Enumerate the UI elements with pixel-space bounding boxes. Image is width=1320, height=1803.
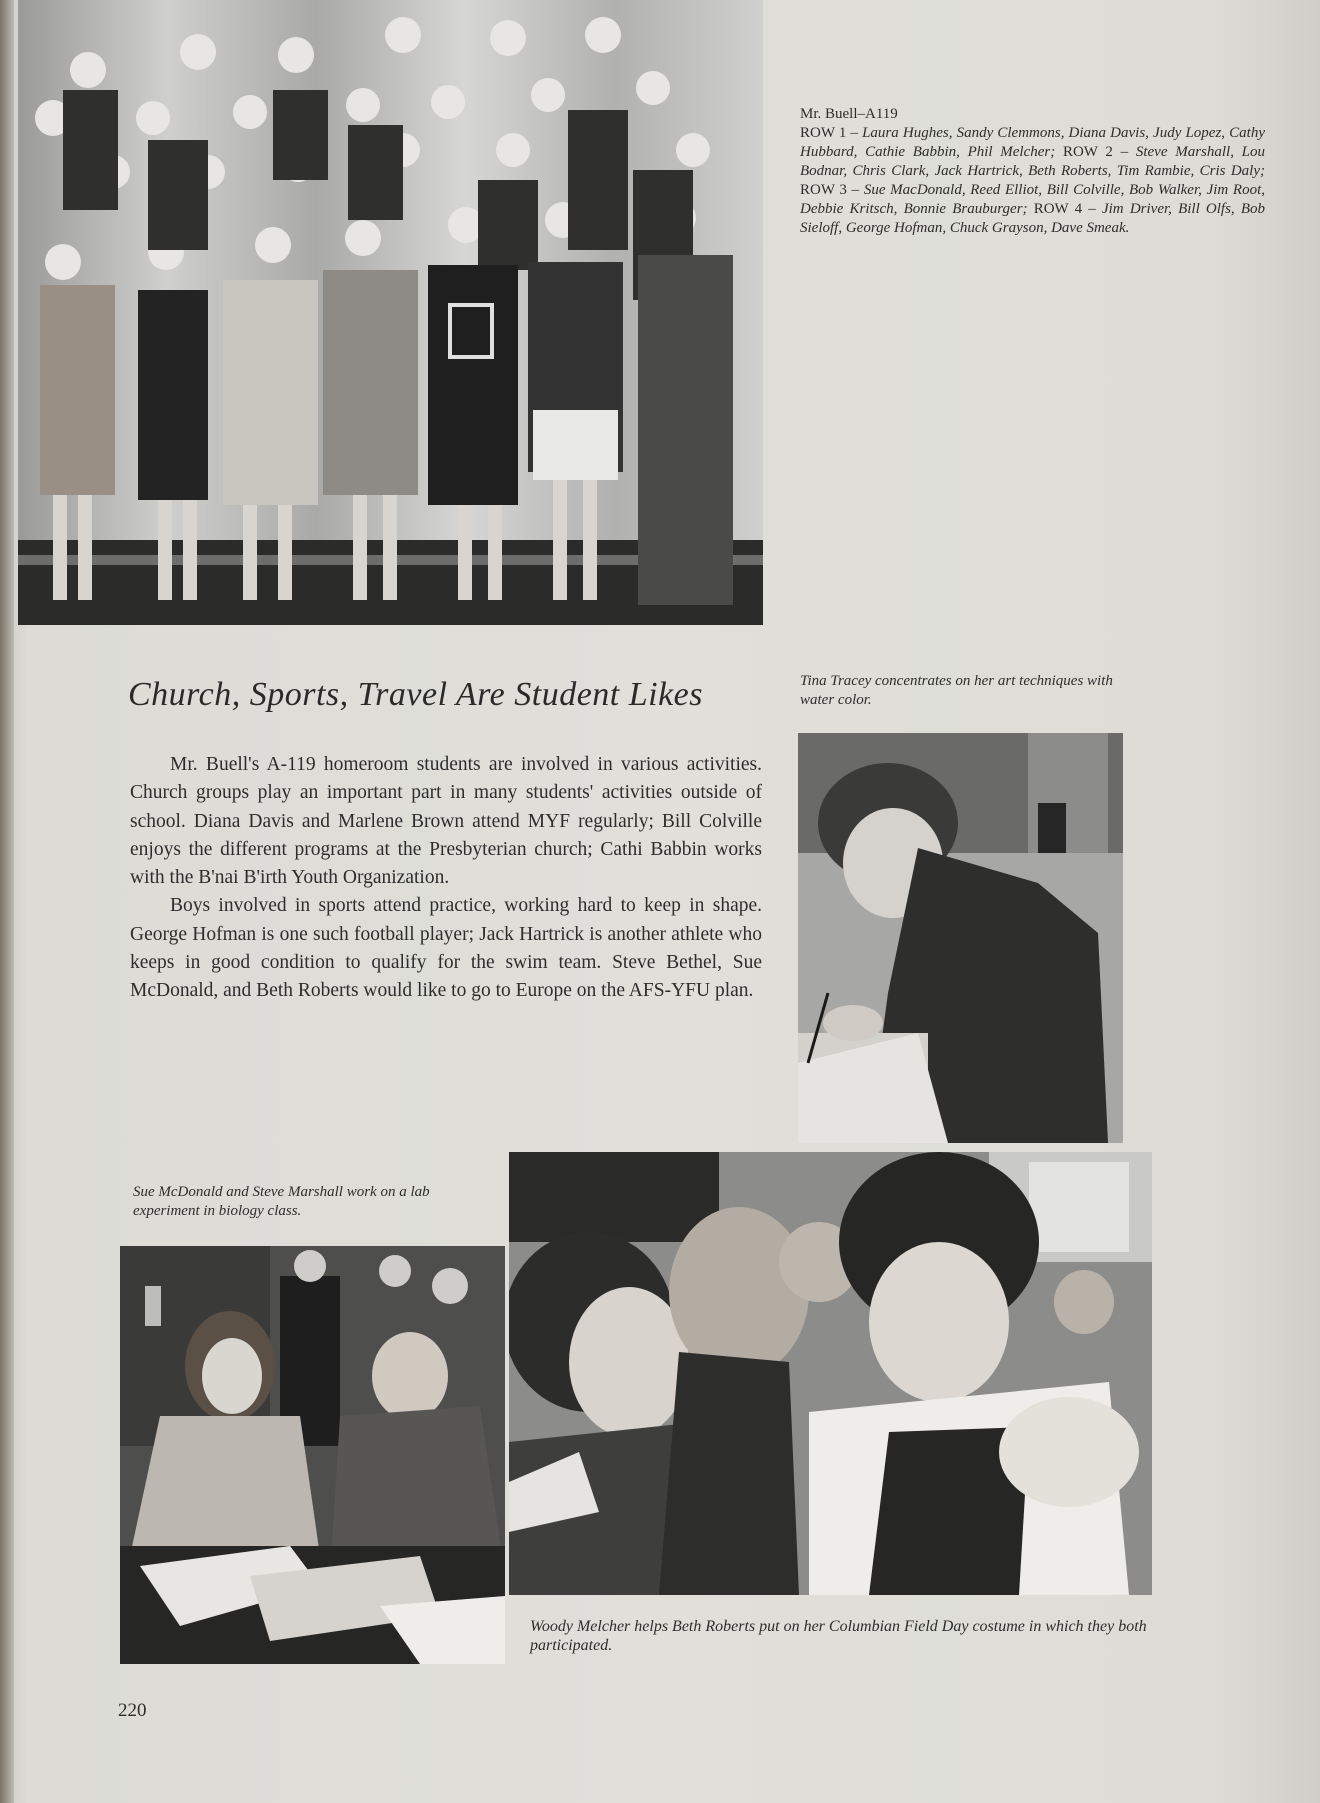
row-2-label: ROW 2 –	[1062, 144, 1129, 160]
lab-photo-caption: Sue McDonald and Steve Marshall work on a lab experiment in biology class.	[133, 1184, 430, 1219]
row-1-label: ROW 1 –	[800, 125, 858, 141]
row-4-names: Jim Driver, Bill Olfs, Bob Sieloff, George Hofman, Chuck Grayson, Dave Smeak.	[800, 201, 1266, 236]
homeroom-label: Mr. Buell–A119	[800, 106, 898, 122]
homeroom-group-photo	[18, 0, 763, 625]
art-class-photo	[798, 733, 1123, 1143]
art-photo-caption: Tina Tracey concentrates on her art techniques with water color.	[800, 673, 1113, 708]
row-1-names: Laura Hughes, Sandy Clemmons, Diana Davis, Judy Lopez, Cathy Hubbard, Cathie Babbin, Phil Melcher;	[800, 125, 1266, 160]
group-photo-identification	[800, 105, 1265, 238]
biology-lab-photo	[120, 1246, 505, 1664]
field-day-costume-photo	[509, 1152, 1152, 1595]
book-spine-shadow	[0, 0, 14, 1803]
row-2-names: Steve Marshall, Lou Bodnar, Chris Clark, Jack Hartrick, Beth Roberts, Tim Rambie, Cris Daly;	[800, 144, 1266, 179]
article-paragraph: Mr. Buell's A-119 homeroom students are involved in various activities. Church groups play an important part in many students' activities outside of school. Diana Davis and Marlene Brown attend MYF regularly; Bill Colville enjoys the different programs at the Presbyterian church; Cathi Babbin works with the B'nai B'irth Youth Organization.	[130, 754, 762, 889]
page-number: 220	[118, 1700, 147, 1721]
row-3-names: Sue MacDonald, Reed Elliot, Bill Colville, Bob Walker, Jim Root, Debbie Kritsch, Bonnie Brauburger;	[800, 182, 1266, 217]
costume-photo-caption: Woody Melcher helps Beth Roberts put on her Columbian Field Day costume in which they both participated.	[530, 1618, 1147, 1654]
article-body	[130, 751, 762, 1006]
article-headline: Church, Sports, Travel Are Student Likes	[128, 676, 704, 713]
row-3-label: ROW 3 –	[800, 182, 860, 198]
row-4-label: ROW 4 –	[1033, 201, 1096, 217]
article-paragraph: Boys involved in sports attend practice, working hard to keep in shape. George Hofman is one such football player; Jack Hartrick is another athlete who keeps in good condition to qualify for the swim team. Steve Bethel, Sue McDonald, and Beth Roberts would like to go to Europe on the AFS-YFU plan.	[130, 895, 762, 1002]
